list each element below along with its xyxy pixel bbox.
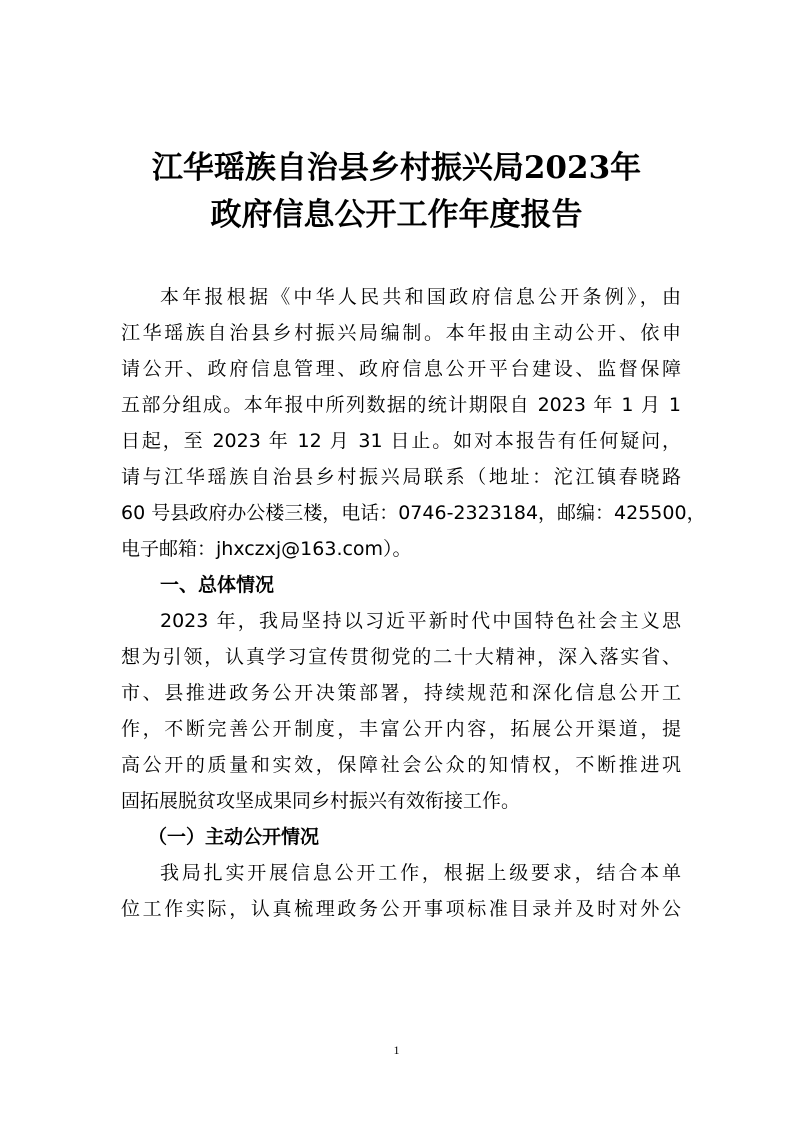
section1-line-2: 想为引领，认真学习宣传贯彻党的二十大精神，深入落实省、 — [121, 646, 681, 668]
subsection1-line-2: 位工作实际，认真梳理政务公开事项标准目录并及时对外公 — [121, 898, 681, 920]
intro-line-7: 60 号县政府办公楼三楼，电话：0746-2323184，邮编：425500， — [121, 502, 706, 524]
subsection1-line-1: 我局扎实开展信息公开工作，根据上级要求，结合本单 — [160, 862, 681, 884]
page-number: 1 — [393, 1043, 400, 1057]
section1-line-5: 高公开的质量和实效，保障社会公众的知情权，不断推进巩 — [121, 754, 681, 776]
subsection-heading-active-disclosure: （一）主动公开情况 — [148, 826, 320, 848]
report-title-line-2: 政府信息公开工作年度报告 — [210, 197, 583, 233]
intro-line-2: 江华瑶族自治县乡村振兴局编制。本年报由主动公开、依申 — [121, 322, 681, 344]
section1-line-3: 市、县推进政务公开决策部署，持续规范和深化信息公开工 — [121, 682, 681, 704]
section1-line-6: 固拓展脱贫攻坚成果同乡村振兴有效衔接工作。 — [121, 790, 521, 812]
report-title-line-1: 江华瑶族自治县乡村振兴局2023年 — [151, 150, 642, 186]
intro-line-4: 五部分组成。本年报中所列数据的统计期限自 2023 年 1 月 1 — [121, 394, 681, 416]
intro-line-6: 请与江华瑶族自治县乡村振兴局联系（地址：沱江镇春晓路 — [121, 466, 681, 488]
intro-line-3: 请公开、政府信息管理、政府信息公开平台建设、监督保障 — [121, 358, 681, 380]
intro-line-1: 本年报根据《中华人民共和国政府信息公开条例》，由 — [160, 286, 681, 308]
section-heading-overview: 一、总体情况 — [160, 574, 275, 596]
section1-line-4: 作，不断完善公开制度，丰富公开内容，拓展公开渠道，提 — [121, 718, 681, 740]
section1-line-1: 2023 年，我局坚持以习近平新时代中国特色社会主义思 — [160, 610, 681, 632]
intro-line-8: 电子邮箱：jhxczxj@163.com）。 — [121, 538, 412, 560]
intro-line-5: 日起，至 2023 年 12 月 31 日止。如对本报告有任何疑问， — [121, 430, 681, 452]
